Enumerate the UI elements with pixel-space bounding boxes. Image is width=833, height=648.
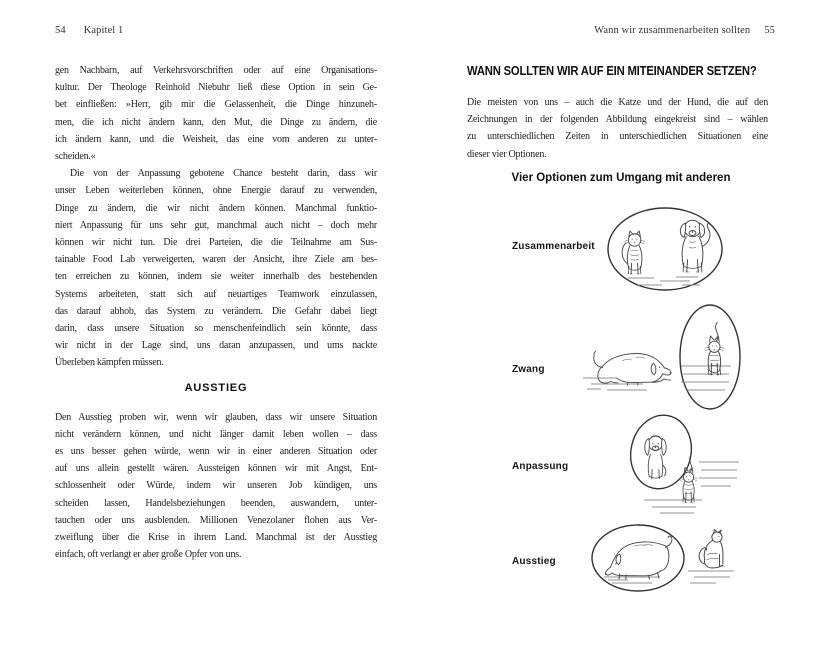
section-heading-ausstieg: AUSSTIEG	[184, 381, 248, 394]
text-line: dieser vier Optionen.	[467, 148, 547, 160]
dog-icon	[605, 536, 672, 579]
figure-title: Vier Optionen zum Umgang mit anderen	[511, 172, 731, 184]
text-line: Zeichnungen in der folgenden Abbildung eingekreist sind – wählen	[467, 114, 768, 126]
text-line: bet einfließen: »Herr, gib mir die Gelassenheit, die Dinge hinzuneh-	[55, 99, 377, 111]
section-heading-miteinander: WANN SOLLTEN WIR AUF EIN MITEINANDER SETZEN?	[467, 64, 757, 78]
text-line: tainable Food Lab verweigerten, waren der Ansicht, ihre Ziele am bes-	[55, 254, 377, 266]
text-line: ich ändern kann, und die Weisheit, das eine vom anderen zu unter-	[55, 133, 377, 145]
dog-icon	[594, 351, 672, 385]
circle-annotation	[592, 525, 684, 591]
text-line: auf uns allein gestellt wären. Aussteigen können wir mit Angst, Ent-	[55, 463, 377, 475]
text-line: kultur. Der Theologe Reinhold Niebuhr ließ diese Option in sein Ge-	[55, 82, 377, 94]
text-line: das darauf abhob, das System zu verändern. Die Gefahr dabei liegt	[55, 305, 377, 317]
illustration-zwang	[577, 300, 752, 420]
intro-paragraph	[467, 94, 768, 163]
text-line: ten erreichen zu können, indem sie weiter innerhalb des bestehenden	[55, 271, 377, 283]
text-line: darin, dass unsere Situation so menschenfeindlich sein könnte, dass	[55, 323, 377, 335]
text-line: einfach, oft verlangt er aber große Opfer von uns.	[55, 549, 242, 561]
cat-icon	[680, 455, 697, 502]
text-line: wir nicht in der Lage sind, uns daran anzupassen, und ums nackte	[55, 340, 377, 352]
circle-annotation	[680, 305, 740, 409]
illustration-anpassung	[602, 410, 762, 522]
option-label-anpassung: Anpassung	[512, 461, 569, 472]
page-number-right: 55	[764, 25, 775, 36]
illustration-ausstieg	[572, 513, 757, 598]
option-label-ausstieg: Ausstieg	[512, 556, 556, 567]
cat-icon	[699, 529, 724, 568]
text-line: Dinge zu ändern, die wir nicht ändern können. Manchmal funktio-	[55, 202, 377, 214]
text-line: Systems arbeiteten, statt sich auf neuartiges Teamwork einzulassen,	[55, 288, 377, 300]
text-line: es uns besser gehen würde, wenn wir in einer anderen Situation oder	[55, 446, 377, 458]
left-text-column	[55, 62, 377, 563]
running-head-left	[55, 25, 123, 36]
text-line: nicht verändern können, und nicht länger damit leben wollen – dass	[55, 428, 377, 440]
dog-icon	[680, 220, 710, 272]
circle-annotation	[608, 208, 722, 290]
cat-icon	[705, 322, 724, 374]
running-head-title: Wann wir zusammenarbeiten sollten	[594, 25, 751, 36]
text-line: Den Ausstieg proben wir, wenn wir glauben, dass wir unsere Situation	[55, 411, 377, 423]
text-line: gen Nachbarn, auf Verkehrsvorschriften oder auf eine Organisations-	[55, 65, 377, 76]
text-line: Die meisten von uns – auch die Katze und der Hund, die auf den	[467, 97, 768, 108]
running-head-right	[467, 25, 775, 36]
text-line: Überleben kämpfen müssen.	[55, 357, 164, 369]
text-line: zu unterschiedlichen Zeiten in unterschiedlichen Situationen eine	[467, 131, 768, 143]
text-line: scheiden.«	[55, 151, 96, 163]
paragraph-continuation	[55, 62, 377, 165]
text-line: men, die ich nicht ändern kann, den Mut, die Dinge zu ändern, die	[55, 116, 377, 128]
illustration-zusammenarbeit	[602, 199, 737, 299]
page-number-left: 54	[55, 25, 66, 36]
text-line: niert Anpassung für uns sehr gut, manchmal auch nicht – doch mehr	[55, 219, 377, 231]
text-line: schlossenheit oder Würde, indem wir unseren Job kündigen, uns	[55, 480, 377, 492]
text-line: Die von der Anpassung gebotene Chance besteht darin, dass wir	[70, 168, 377, 180]
text-line: können wir nicht tun. Die drei Parteien, die die Teilnahme am Sus-	[55, 237, 377, 249]
paragraph-ausstieg	[55, 409, 377, 564]
text-line: unser Leben weiterleben können, ohne Energie darauf zu verwenden,	[55, 185, 377, 197]
dog-icon	[645, 436, 666, 479]
page-right	[467, 0, 775, 648]
option-label-zwang: Zwang	[512, 364, 545, 375]
text-line: zweiflung über die Krise in ihrem Land. Manchmal ist der Ausstieg	[55, 532, 377, 544]
cat-icon	[622, 231, 644, 274]
option-label-zusammenarbeit: Zusammenarbeit	[512, 241, 595, 252]
chapter-title: Kapitel 1	[83, 25, 124, 36]
paragraph-anpassung-chance	[55, 165, 377, 371]
figure-four-options	[467, 172, 775, 645]
text-line: tauchen oder uns ausblenden. Millionen Venezolaner flohen aus Ver-	[55, 514, 377, 526]
text-line: scheiden lassen, Handelsbeziehungen beenden, auswandern, unter-	[55, 497, 377, 509]
